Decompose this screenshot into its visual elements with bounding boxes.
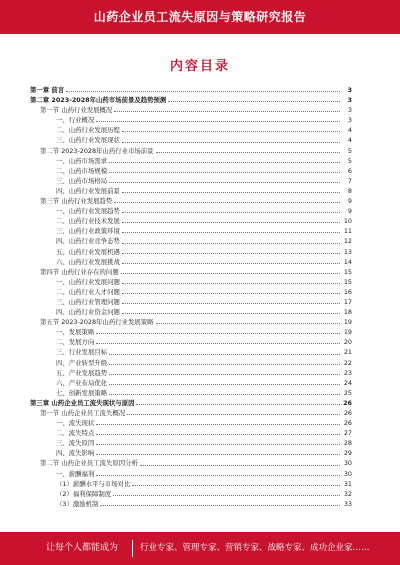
toc-entry-label: 七、创新发展策略 — [56, 388, 108, 397]
toc-entry[interactable] — [30, 358, 352, 368]
toc-entry-label: 一、山药行业发展问题 — [56, 277, 120, 286]
toc-entry[interactable] — [30, 489, 352, 499]
toc-entry[interactable] — [30, 236, 352, 246]
toc-entry-page: 30 — [343, 469, 352, 478]
toc-entry[interactable] — [30, 115, 352, 125]
toc-entry-page: 33 — [343, 499, 352, 508]
toc-entry-label: 四、山药行业竞争态势 — [56, 237, 120, 246]
toc-entry[interactable] — [30, 317, 352, 327]
toc-entry-label: 第二节 2023-2028年山药行业市场前景 — [40, 146, 154, 155]
toc-entry[interactable] — [30, 388, 352, 398]
toc-leader-dots — [113, 494, 340, 496]
toc-entry-page: 32 — [343, 489, 352, 498]
toc-entry-page: 6 — [347, 166, 352, 175]
toc-entry-page: 15 — [343, 277, 352, 286]
toc-entry-label: 一、山药市场需求 — [56, 156, 108, 165]
toc-entry-label: 第二节 山药企业员工流失原因分析 — [40, 459, 138, 468]
toc-entry[interactable] — [30, 267, 352, 277]
toc-entry-label: 二、山药行业技术发展 — [56, 217, 120, 226]
toc-leader-dots — [109, 171, 340, 173]
toc-entry[interactable] — [30, 176, 352, 186]
toc-entry-label: 三、流失原因 — [56, 439, 95, 448]
toc-leader-dots — [122, 191, 340, 193]
toc-entry-label: 三、行业发展目标 — [56, 348, 108, 357]
toc-entry-page: 4 — [347, 126, 352, 135]
toc-entry-label: 四、山药行业发展前景 — [56, 186, 120, 195]
toc-entry-page: 21 — [343, 348, 352, 357]
header-bar — [0, 0, 400, 34]
toc-entry-page: 29 — [343, 449, 352, 458]
toc-leader-dots — [96, 433, 340, 435]
toc-entry[interactable] — [30, 85, 352, 95]
toc-leader-dots — [109, 353, 340, 355]
toc-title: 内容目录 — [169, 59, 230, 74]
toc-leader-dots — [122, 242, 340, 244]
toc-entry[interactable] — [30, 327, 352, 337]
toc-entry-page: 3 — [347, 96, 352, 105]
toc-entry[interactable] — [30, 257, 352, 267]
toc-entry-page: 5 — [347, 156, 352, 165]
toc-entry[interactable] — [30, 398, 352, 408]
toc-leader-dots — [122, 211, 340, 213]
toc-leader-dots — [96, 342, 340, 344]
toc-entry-page: 4 — [347, 136, 352, 145]
toc-entry[interactable] — [30, 297, 352, 307]
toc-entry-page: 10 — [343, 217, 352, 226]
toc-entry-page: 30 — [343, 459, 352, 468]
footer-bar — [0, 532, 400, 565]
toc-entry[interactable] — [30, 368, 352, 378]
toc-entry-page: 9 — [347, 197, 352, 206]
toc-entry-label: 一、山药行业发展趋势 — [56, 207, 120, 216]
toc-entry-label: 四、产业转型升级 — [56, 358, 108, 367]
toc-leader-dots — [114, 110, 340, 112]
toc-entry-label: 三、山药行业发展现状 — [56, 136, 120, 145]
toc-entry[interactable] — [30, 408, 352, 418]
toc-entry-page: 5 — [347, 146, 352, 155]
toc-entry[interactable] — [30, 247, 352, 257]
toc-entry-label: 第四节 山药行业存在的问题 — [40, 267, 119, 276]
toc-entry-page: 25 — [343, 388, 352, 397]
toc-entry-page: 22 — [343, 358, 352, 367]
toc-entry[interactable] — [30, 166, 352, 176]
toc-entry-label: 第一节 山药行业发展概况 — [40, 106, 113, 115]
toc-leader-dots — [96, 474, 340, 476]
toc-entry-label: 第五节 2023-2028年山药行业发展策略 — [40, 318, 154, 327]
toc-entry-label: 二、山药行业人才问题 — [56, 287, 120, 296]
toc-leader-dots — [156, 151, 340, 153]
toc-entry-label: （3）激励机制 — [56, 499, 99, 508]
toc-entry-page: 3 — [347, 116, 352, 125]
toc-entry-label: 第二章 2023-2028年山药市场前景及趋势预测 — [30, 96, 167, 105]
toc-leader-dots — [114, 201, 340, 203]
toc-entry[interactable] — [30, 307, 352, 317]
toc-entry[interactable] — [30, 125, 352, 135]
toc-entry-page: 28 — [343, 439, 352, 448]
toc-leader-dots — [132, 484, 340, 486]
toc-entry-page: 19 — [343, 328, 352, 337]
toc-entry[interactable] — [30, 347, 352, 357]
toc-entry-label: 第一节 山药企业员工流失概况 — [40, 409, 126, 417]
toc-leader-dots — [109, 181, 340, 183]
toc-entry[interactable] — [30, 135, 352, 145]
toc-entry[interactable] — [30, 95, 352, 105]
toc-entry[interactable] — [30, 105, 352, 115]
toc-entry-page: 3 — [347, 86, 352, 94]
toc-entry[interactable] — [30, 438, 352, 448]
toc-leader-dots — [122, 292, 340, 294]
toc-entry[interactable] — [30, 378, 352, 388]
toc-leader-dots — [96, 453, 340, 455]
toc-entry[interactable] — [30, 418, 352, 428]
toc-leader-dots — [168, 100, 340, 102]
toc-entry[interactable] — [30, 186, 352, 196]
toc-entry-page: 26 — [343, 398, 352, 407]
toc-entry[interactable] — [30, 499, 352, 509]
toc-entry-page: 17 — [343, 297, 352, 306]
toc-entry[interactable] — [30, 458, 352, 468]
toc-leader-dots — [122, 302, 340, 304]
toc-entry-page: 26 — [343, 419, 352, 428]
toc-leader-dots — [109, 383, 340, 385]
toc-entry-label: （1）薪酬水平与市场对比 — [56, 479, 131, 488]
toc-leader-dots — [156, 322, 340, 324]
toc-entry-page: 24 — [343, 378, 352, 387]
toc-entry[interactable] — [30, 479, 352, 489]
toc-entry[interactable] — [30, 156, 352, 166]
toc-entry-page: 14 — [343, 257, 352, 266]
toc-entry-page: 12 — [343, 237, 352, 246]
toc-leader-dots — [122, 312, 340, 314]
toc-entry-label: 六、山药行业发展挑战 — [56, 257, 120, 266]
toc-entry-label: 第一章 前言 — [30, 86, 65, 94]
toc-entry-label: 第三章 山药企业员工流失现状与原因 — [30, 398, 135, 407]
toc-entry-page: 8 — [347, 186, 352, 195]
toc-leader-dots — [122, 282, 340, 284]
toc-entry-page: 27 — [343, 429, 352, 438]
toc-entry-label: 三、山药行业管理问题 — [56, 297, 120, 306]
table-of-contents — [30, 85, 352, 509]
toc-leader-dots — [122, 231, 340, 233]
toc-entry-page: 23 — [343, 368, 352, 377]
toc-entry-page: 26 — [343, 409, 352, 417]
toc-entry-page: 19 — [343, 318, 352, 327]
toc-entry-page: 16 — [343, 287, 352, 296]
toc-entry-page: 9 — [347, 207, 352, 216]
footer-divider — [132, 540, 133, 557]
document-title: 山药企业员工流失原因与策略研究报告 — [93, 10, 307, 24]
toc-entry-label: 三、山药行业政策环境 — [56, 227, 120, 236]
toc-leader-dots — [66, 90, 340, 92]
toc-leader-dots — [136, 403, 340, 405]
toc-entry[interactable] — [30, 469, 352, 479]
toc-entry-page: 7 — [347, 176, 352, 185]
toc-entry-page: 11 — [343, 227, 352, 236]
toc-entry-page: 15 — [343, 267, 352, 276]
toc-leader-dots — [96, 423, 340, 425]
toc-entry-label: （2）福利保障制度 — [56, 489, 112, 498]
toc-entry-label: 三、山药市场格局 — [56, 176, 108, 185]
toc-leader-dots — [122, 141, 340, 143]
footer-slogan-right: 行业专家、管理专家、营销专家、战略专家、成功企业家…… — [140, 543, 370, 553]
toc-entry[interactable] — [30, 206, 352, 216]
toc-entry[interactable] — [30, 337, 352, 347]
toc-entry-label: 五、产业发展趋势 — [56, 368, 108, 377]
toc-entry[interactable] — [30, 287, 352, 297]
toc-entry[interactable] — [30, 146, 352, 156]
toc-entry-page: 3 — [347, 106, 352, 115]
toc-entry[interactable] — [30, 216, 352, 226]
toc-leader-dots — [109, 363, 340, 365]
toc-entry-label: 四、山药行业资金问题 — [56, 308, 120, 317]
toc-entry-label: 四、流失影响 — [56, 449, 95, 458]
toc-leader-dots — [122, 221, 340, 223]
toc-leader-dots — [122, 130, 340, 132]
toc-entry-label: 二、山药市场规模 — [56, 166, 108, 175]
toc-entry[interactable] — [30, 448, 352, 458]
toc-entry-label: 第三节 山药行业发展趋势 — [40, 197, 113, 206]
toc-entry-label: 一、流失现状 — [56, 419, 95, 428]
toc-entry-label: 六、产业布局优化 — [56, 378, 108, 387]
toc-leader-dots — [100, 504, 340, 506]
toc-leader-dots — [96, 332, 340, 334]
toc-entry-label: 二、山药行业发展历程 — [56, 126, 120, 135]
toc-entry[interactable] — [30, 226, 352, 236]
toc-entry-label: 五、山药行业发展机遇 — [56, 247, 120, 256]
toc-entry-page: 13 — [343, 247, 352, 256]
toc-entry-label: 一、行业概况 — [56, 116, 95, 125]
toc-leader-dots — [96, 120, 340, 122]
toc-entry-label: 一、发展策略 — [56, 328, 95, 337]
toc-entry-label: 一、薪酬福利 — [56, 469, 95, 478]
footer-slogan-left: 让每个人都能成为 — [46, 543, 119, 553]
toc-leader-dots — [122, 252, 340, 254]
toc-leader-dots — [122, 262, 340, 264]
toc-entry-page: 20 — [343, 338, 352, 347]
toc-leader-dots — [109, 161, 340, 163]
toc-leader-dots — [121, 272, 340, 274]
toc-entry[interactable] — [30, 277, 352, 287]
toc-entry-label: 二、发展方向 — [56, 338, 95, 347]
toc-leader-dots — [109, 393, 340, 395]
toc-leader-dots — [140, 464, 340, 466]
toc-leader-dots — [127, 413, 340, 415]
toc-entry-page: 31 — [343, 479, 352, 488]
toc-leader-dots — [96, 443, 340, 445]
toc-leader-dots — [109, 373, 340, 375]
toc-entry-label: 二、流失特点 — [56, 429, 95, 438]
toc-entry[interactable] — [30, 196, 352, 206]
toc-entry[interactable] — [30, 428, 352, 438]
toc-entry-page: 18 — [343, 308, 352, 317]
